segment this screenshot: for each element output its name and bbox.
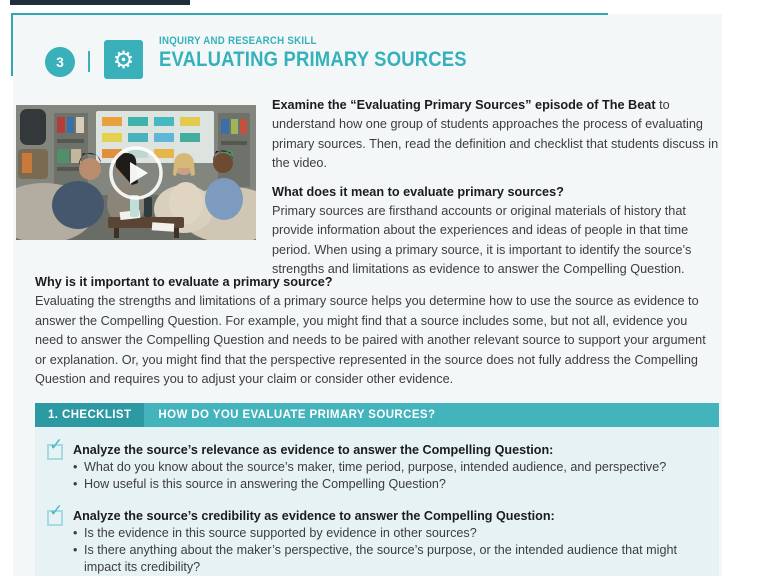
checklist-item-bullets <box>73 459 709 493</box>
checkmark-icon: ✓ <box>49 501 64 521</box>
checklist-item-bullets <box>73 525 709 576</box>
intro-paragraph <box>272 96 719 174</box>
checklist-item-heading: Analyze the source’s relevance as evidence to answer the Compelling Question: <box>73 443 554 457</box>
play-button[interactable] <box>16 105 256 240</box>
header-divider <box>88 51 90 72</box>
definition-heading: What does it mean to evaluate primary sources? <box>272 184 564 199</box>
top-dark-bar <box>10 0 190 5</box>
checkmark-icon: ✓ <box>49 435 64 455</box>
video-thumbnail[interactable] <box>16 105 256 240</box>
checklist-section <box>35 427 719 576</box>
page-frame-top-border <box>11 13 608 15</box>
bullet: • How useful is this source in answering the Compelling Question? <box>73 476 709 493</box>
checklist-banner-question: HOW DO YOU EVALUATE PRIMARY SOURCES? <box>158 409 436 421</box>
intro-lead-rest: to understand how one group of students approaches the process of evaluating primary sources. Then, read the definition and checklist that students discuss in the video. <box>272 98 719 171</box>
step-number-badge <box>45 47 75 77</box>
intro-lead-bold: Examine the “Evaluating Primary Sources” episode of The Beat <box>272 98 656 112</box>
bullet: • What do you know about the source’s maker, time period, purpose, intended audience, and perspective? <box>73 459 709 476</box>
importance-section <box>35 273 719 389</box>
checklist-item-heading: Analyze the source’s credibility as evidence to answer the Compelling Question: <box>73 509 555 523</box>
bullet: • Is the evidence in this source supported by evidence in other sources? <box>73 525 709 542</box>
step-number: 3 <box>56 54 64 70</box>
checklist-banner <box>35 403 719 427</box>
bullet: • Is there anything about the maker’s perspective, the source’s purpose, or the intended audience that might impact its credibility? <box>73 542 709 576</box>
skill-category-label: INQUIRY AND RESEARCH SKILL <box>159 35 317 47</box>
checkbox-icon <box>47 501 64 526</box>
checklist-item <box>45 501 709 576</box>
page-frame-left-border <box>11 13 13 76</box>
definition-paragraph: Primary sources are firsthand accounts or original materials of history that provide information about the experiences and ideas of people in that time period. When using a primary source, it is important to identify the source’s strengths and limitations as evidence to answer the Compelling Question. <box>272 204 692 277</box>
intro-column <box>272 96 719 280</box>
importance-paragraph: Evaluating the strengths and limitations of a primary source helps you determine how to use the source as evidence to answer the Compelling Question. For example, you might find that a source includes some, but not all, evidence you need to answer the Compelling Question and needs to be paired with another relevant source to support your argument or explanation. Or, you might find that the perspective represented in the source does not fully address the Compelling Question and requires you to adjust your claim or consider other evidence. <box>35 294 706 387</box>
skill-icon-tile <box>104 40 143 79</box>
checkbox-icon <box>47 435 64 460</box>
importance-heading: Why is it important to evaluate a primary source? <box>35 275 333 289</box>
checklist-item <box>45 435 709 493</box>
page-title: EVALUATING PRIMARY SOURCES <box>159 48 467 71</box>
checklist-banner-label: 1. CHECKLIST <box>35 403 144 427</box>
play-icon <box>108 145 164 201</box>
gear-icon: ⚙ <box>112 45 135 74</box>
